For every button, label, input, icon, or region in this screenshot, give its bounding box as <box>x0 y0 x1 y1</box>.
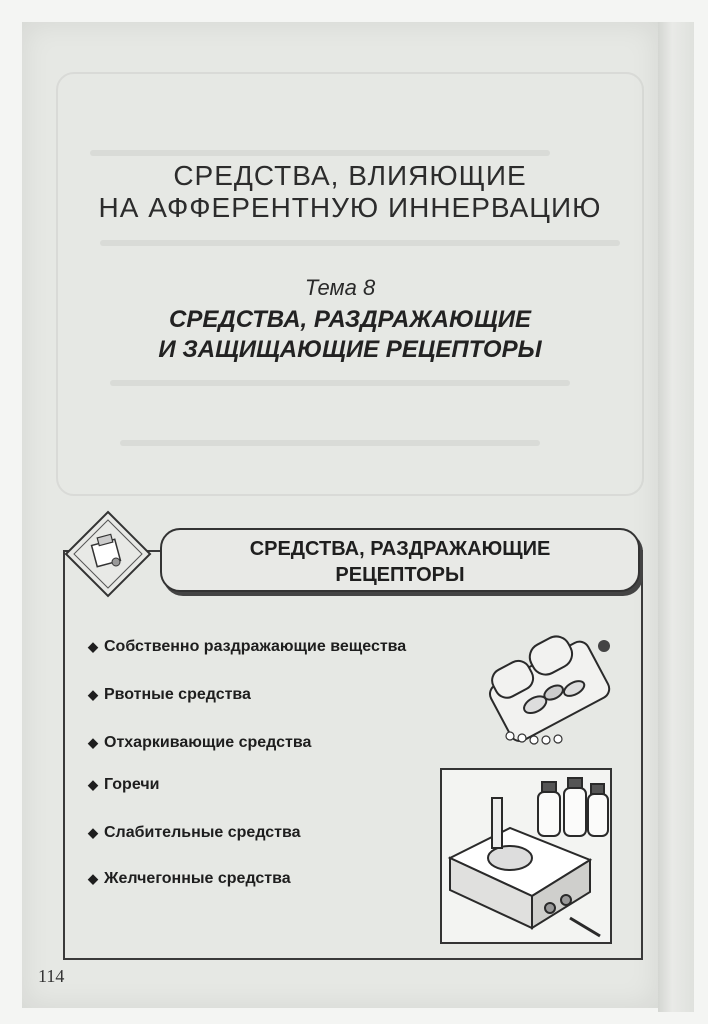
show-through-line <box>100 240 620 246</box>
list-item: ◆ Отхаркивающие средства <box>88 734 312 751</box>
diamond-bullet-icon: ◆ <box>88 639 98 654</box>
diamond-bullet-icon: ◆ <box>88 687 98 702</box>
show-through-line <box>110 380 570 386</box>
topic-title-line2: И ЗАЩИЩАЮЩИЕ РЕЦЕПТОРЫ <box>158 336 542 363</box>
list-item: ◆ Слабительные средства <box>88 824 301 841</box>
section-title-line2: РЕЦЕПТОРЫ <box>335 564 465 586</box>
pill-box-illustration <box>480 630 620 750</box>
pill-bottle-diamond-icon <box>64 510 152 598</box>
list-item: ◆ Рвотные средства <box>88 686 251 703</box>
show-through-line <box>120 440 540 446</box>
diamond-bullet-icon: ◆ <box>88 777 98 792</box>
topic-title-line1: СРЕДСТВА, РАЗДРАЖАЮЩИЕ <box>169 306 531 333</box>
list-item: ◆ Желчегонные средства <box>88 870 291 887</box>
list-item: ◆ Собственно раздражающие вещества <box>88 638 407 655</box>
chapter-title-line2: НА АФФЕРЕНТНУЮ ИННЕРВАЦИЮ <box>98 192 602 223</box>
topic-label: Тема 8 <box>304 275 376 300</box>
show-through-line <box>90 150 550 156</box>
list-item: ◆ Горечи <box>88 776 160 793</box>
diamond-bullet-icon: ◆ <box>88 825 98 840</box>
section-title-banner <box>160 528 640 592</box>
diamond-bullet-icon: ◆ <box>88 871 98 886</box>
chapter-title-line1: СРЕДСТВА, ВЛИЯЮЩИЕ <box>173 160 527 191</box>
adjacent-page-edge <box>658 22 694 1012</box>
page-number: 114 <box>38 966 65 986</box>
diamond-bullet-icon: ◆ <box>88 735 98 750</box>
section-title-line1: СРЕДСТВА, РАЗДРАЖАЮЩИЕ <box>249 538 551 560</box>
lab-equipment-illustration <box>440 768 612 944</box>
